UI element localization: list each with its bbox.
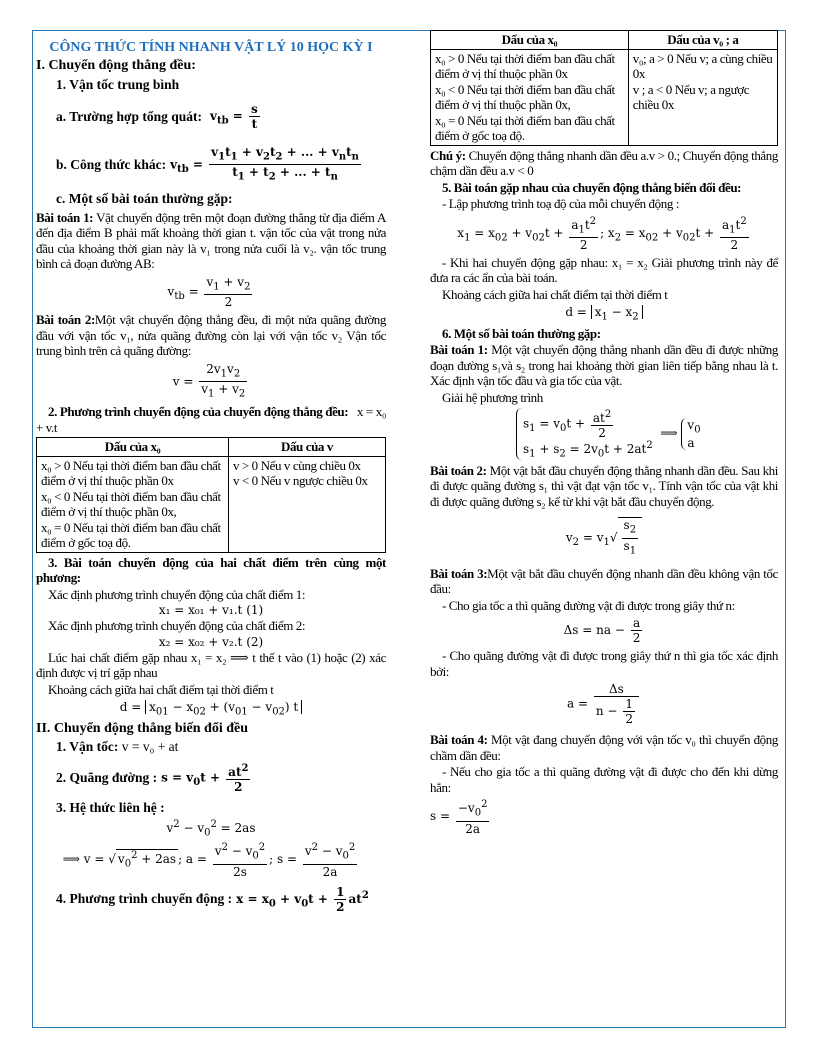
distance-line: 2. Quãng đường : $s = v_0t$ + $\frac{at^2}{2}$: [56, 762, 249, 794]
problem-r4: Bài toán 4: Một vật đang chuyển động với vận tốc v₀ thì chuyển động chầm dần đều:: [430, 732, 778, 763]
velocity-line: 1. Vận tốc: v = v₀ + at: [56, 738, 179, 754]
problem-r1: Bài toán 1: Một vật chuyển động thẳng nhanh dần đều đi được những đoạn đường s₁và s₂ trong hai khoảng thời gian liên tiếp bằng nhau là t. Xác định vận tốc đầu và gia tốc của vật.: [430, 342, 778, 389]
common-problems-heading: c. Một số bài toán thường gặp:: [56, 190, 233, 206]
motion-eq-line: 4. Phương trình chuyển động : $x = x_0 + v_0t$ + $\frac{1}{2}$ $at^2$: [56, 884, 369, 914]
section-1-heading: I. Chuyển động thẳng đều:: [36, 58, 196, 73]
formula-distance-uniform: $d = x_{01} - x_{02} + (v_{01} - v_{02})$ t: [36, 700, 386, 717]
formula-stop: s = $\frac{-v_0^2}{2a}$: [430, 799, 488, 836]
avg-velocity-heading: 1. Vận tốc trung bình: [56, 77, 180, 92]
formula-vtb-general: $v_{tb}$ = $\frac{s}{t}$: [209, 102, 258, 131]
formula-v2: $v_2 = v_1√$ $\frac{s_2}{s_1}$: [430, 517, 778, 558]
problem-1: Bài toán 1: Vật chuyển động trên một đoạn đường thẳng từ địa điểm A đến địa điểm B phải mất khoảng thời gian t. vận tốc của vật trong nửa đầu của khoảng thời gian này là v₁ trong nửa cuối là v₂. vận tốc trung bình cả đoạn đường AB:: [36, 209, 386, 272]
two-points-heading: 3. Bài toán chuyển động của hai chất điểm trên cùng một phương:: [36, 554, 386, 586]
motion-equation-heading: 2. Phương trình chuyển động của chuyển động thẳng đều: x = x₀ + v.t: [36, 404, 386, 435]
formula-problem-2: v = $\frac{2v_1v_2}{v_1 + v_2}$: [172, 361, 246, 400]
formula-coords: $x_1 = x_{02} + v_{02}t$ + $\frac{a_1t^2}{2}$ ; $x_2 = x_{02} + v_{02}t$ + $\frac{a_1t^2}{2}$: [457, 215, 747, 252]
right-column: Dấu của x₀ Dấu của v₀ ; a x₀ > 0 Nếu tại thời điểm ban đầu chất điểm ở vị thí thuộc phần 0x x₀ < 0 Nếu tại thời điểm ban đầu chất điểm ở vị thí thuộc phần 0x, x₀ = 0 Nếu tại thời điểm ban đầu chất điểm ở gốc toạ độ. v₀; a > 0 Nếu v; a cùng chiều 0x v ; a < 0 Nếu v; a ngược chiều 0x Chú ý: Chuyển động thẳng nhanh dần đều a.v > 0.; Chuyển động thẳng chậm dần đều a.v < 0 5. Bài toán gặp nhau của chuyển động thẳng biến đổi đều: - Lập phương trình toạ độ của mỗi chuyển động : $x_1 = x_{02} + v_{02}t$ + $\frac{a_1t^2}{2}$ ; $x_2 = x_{02} + v_{02}t$ + $\frac{a_1t^2}{2}$ - Khi hai chuyển động gặp nhau: x₁ = x₂ Giải phương trình này để đưa ra các ẩn của bài toán. Khoảng cách giữa hai chất điểm tại thời điểm t $d = x_1 - x_2$ 6. Một số bài toán thường gặp: Bài toán 1: Một vật chuyển động thẳng nhanh dần đều đi được những đoạn đường s₁và s₂ trong hai khoảng thời gian liên tiếp bằng nhau là t. Xác định vận tốc đầu và gia tốc của vật. Giải hệ phương trình $s_1 = v_0t$ + $\frac{at^2}{2}$ $s_1 + s_2 = 2v_0t + 2at^2$ ⟹ $v_0$ a Bài toán 2: Một vật bắt đầu chuyển động thẳng nhanh dần đều. Sau khi đi được quãng đường s₁ thì vật đạt vận tốc v₁. Tính vận tốc của vật khi đi được quãng đường s₂ kể từ khi vật bắt đầu chuyển động. $v_2 = v_1√$ $\frac{s_2}{s_1}$ Bài toán 3:Một vật bắt đầu chuyển động nhanh dần đều không vận tốc đầu: - Cho gia tốc a thì quãng đường vật đi được trong giây thứ n: Δs = na − $\frac{a}{2}$ - Cho quãng đường vật đi được trong giây thứ n thì gia tốc xác định bởi: a = Δs n − $\frac{1}{2}$ Bài toán 4: Một vật đang chuyển động với vận tốc v₀ thì chuyển động chầm dần đều: - Nếu cho gia tốc a thì quãng đường vật đi được cho đến khi dừng hẳn: s = $\frac{-v_0^2}{2a}$: [430, 32, 778, 836]
relation-heading: 3. Hệ thức liên hệ :: [56, 799, 165, 815]
note: Chú ý: Chuyển động thẳng nhanh dần đều a.v > 0.; Chuyển động thẳng chậm dần đều a.v < 0: [430, 147, 778, 178]
formula-vtb-other: $v_{tb}$ = $\frac{v_1t_1 + v_2t_2 + ... + v_nt_n}{t_1 + t_2 + ... + t_n}$: [170, 145, 359, 183]
formula-relation: ⟹ v = √ $v_0^2 + 2as$ ; a = $\frac{v^2 - v_0^2}{2s}$ ; s = $\frac{v^2 - v_0^2}{2a}$: [62, 842, 356, 879]
formula-distance-accel: $d = x_1 - x_2$: [430, 305, 778, 322]
left-column: CÔNG THỨC TÍNH NHANH VẬT LÝ 10 HỌC KỲ I I. Chuyển động thẳng đều: 1. Vận tốc trung bình a. Trường hợp tổng quát: $v_{tb}$ = $\frac{s}{t}$ b. Công thức khác: $v_{tb}$ = $\frac{v_1t_1 + v_2t_2 + ... + v_nt_n}{t_1 + t_2 + ... + t_n}$ c. Một số bài toán thường gặp: Bài toán 1: Vật chuyển động trên một đoạn đường thẳng từ địa điểm A đến địa điểm B phải mất khoảng thời gian t. vận tốc của vật trong nửa đầu của khoảng thời gian này là v₁ trong nửa cuối là v₂. vận tốc trung bình cả đoạn đường AB: $v_{tb}$ = $\frac{v_1 + v_2}{2}$ Bài toán 2:Một vật chuyển động thẳng đều, đi một nửa quãng đường đầu với vận tốc v₁, nửa quãng đường còn lại với vận tốc v₂ Vận tốc trung bình trên cả quãng đường: v = $\frac{2v_1v_2}{v_1 + v_2}$ 2. Phương trình chuyển động của chuyển động thẳng đều: x = x₀ + v.t Dấu của x₀ Dấu của v x₀ > 0 Nếu tại thời điểm ban đầu chất điểm ở vị thí thuộc phần 0x x₀ < 0 Nếu tại thời điểm ban đầu chất điểm ở vị thí thuộc phần 0x, x₀ = 0 Nếu tại thời điểm ban đầu chất điểm ở gốc toạ độ. v > 0 Nếu v cùng chiều 0x v < 0 Nếu v ngược chiều 0x 3. Bài toán chuyển động của hai chất điểm trên cùng một phương: Xác định phương trình chuyển động của chất điểm 1: x₁ = x₀₁ + v₁.t (1) Xác định phương trình chuyển động của chất điểm 2: x₂ = x₀₂ + v₂.t (2) Lúc hai chất điểm gặp nhau x₁ = x₂ ⟹ t thế t vào (1) hoặc (2) xác định được vị trí gặp nhau Khoảng cách giữa hai chất điểm tại thời điểm t $d = x_{01} - x_{02} + (v_{01} - v_{02})$ t II. Chuyển động thẳng biến đổi đều 1. Vận tốc: v = v₀ + at 2. Quãng đường : $s = v_0t$ + $\frac{at^2}{2}$ 3. Hệ thức liên hệ : $v^2 - v_0^2 = 2as$ ⟹ v = √ $v_0^2 + 2as$ ; a = $\frac{v^2 - v_0^2}{2s}$ ; s = $\frac{v^2 - v_0^2}{2a}$ 4. Phương trình chuyển động : $x = x_0 + v_0t$ + $\frac{1}{2}$ $at^2$: [36, 36, 386, 920]
sign-table-accelerated: Dấu của x₀ Dấu của v₀ ; a x₀ > 0 Nếu tại thời điểm ban đầu chất điểm ở vị thí thuộc phần 0x x₀ < 0 Nếu tại thời điểm ban đầu chất điểm ở vị thí thuộc phần 0x, x₀ = 0 Nếu tại thời điểm ban đầu chất điểm ở gốc toạ độ. v₀; a > 0 Nếu v; a cùng chiều 0x v ; a < 0 Nếu v; a ngược chiều 0x: [430, 30, 778, 146]
page-title: CÔNG THỨC TÍNH NHANH VẬT LÝ 10 HỌC KỲ I: [49, 40, 373, 55]
section-2-heading: II. Chuyển động thẳng biến đổi đều: [36, 720, 249, 736]
general-case: a. Trường hợp tổng quát: $v_{tb}$ = $\frac{s}{t}$: [56, 99, 386, 134]
meeting-problem-heading: 5. Bài toán gặp nhau của chuyển động thẳng biến đổi đều:: [442, 179, 742, 195]
problem-r2: Bài toán 2: Một vật bắt đầu chuyển động thẳng nhanh dần đều. Sau khi đi được quãng đường s₁ thì vật đạt vận tốc v₁. Tính vận tốc của vật khi đi được quãng đường s₂ kể từ khi vật bắt đầu chuyển động.: [430, 462, 778, 509]
problem-2: Bài toán 2:Một vật chuyển động thẳng đều, đi một nửa quãng đường đầu với vận tốc v₁, nửa quãng đường còn lại với vận tốc v₂ Vận tốc trung bình trên cả quãng đường:: [36, 312, 386, 359]
formula-a: a = Δs n − $\frac{1}{2}$: [430, 682, 778, 726]
formula-delta-s: Δs = na − $\frac{a}{2}$: [563, 616, 641, 646]
other-formula: b. Công thức khác: $v_{tb}$ = $\frac{v_1t_1 + v_2t_2 + ... + v_nt_n}{t_1 + t_2 + ... + t_n}$: [56, 142, 386, 188]
formula-problem-1: $v_{tb}$ = $\frac{v_1 + v_2}{2}$: [167, 274, 251, 310]
problem-r3: Bài toán 3:Một vật bắt đầu chuyển động nhanh dần đều không vận tốc đầu:: [430, 565, 778, 597]
formula-system: $s_1 = v_0t$ + $\frac{at^2}{2}$ $s_1 + s_2 = 2v_0t + 2at^2$ ⟹ $v_0$ a: [516, 408, 778, 459]
sign-table-uniform: Dấu của x₀ Dấu của v x₀ > 0 Nếu tại thời điểm ban đầu chất điểm ở vị thí thuộc phần 0x x₀ < 0 Nếu tại thời điểm ban đầu chất điểm ở vị thí thuộc phần 0x, x₀ = 0 Nếu tại thời điểm ban đầu chất điểm ở gốc toạ độ. v > 0 Nếu v cùng chiều 0x v < 0 Nếu v ngược chiều 0x: [36, 437, 386, 553]
common-problems-heading-2: 6. Một số bài toán thường gặp:: [442, 325, 601, 341]
